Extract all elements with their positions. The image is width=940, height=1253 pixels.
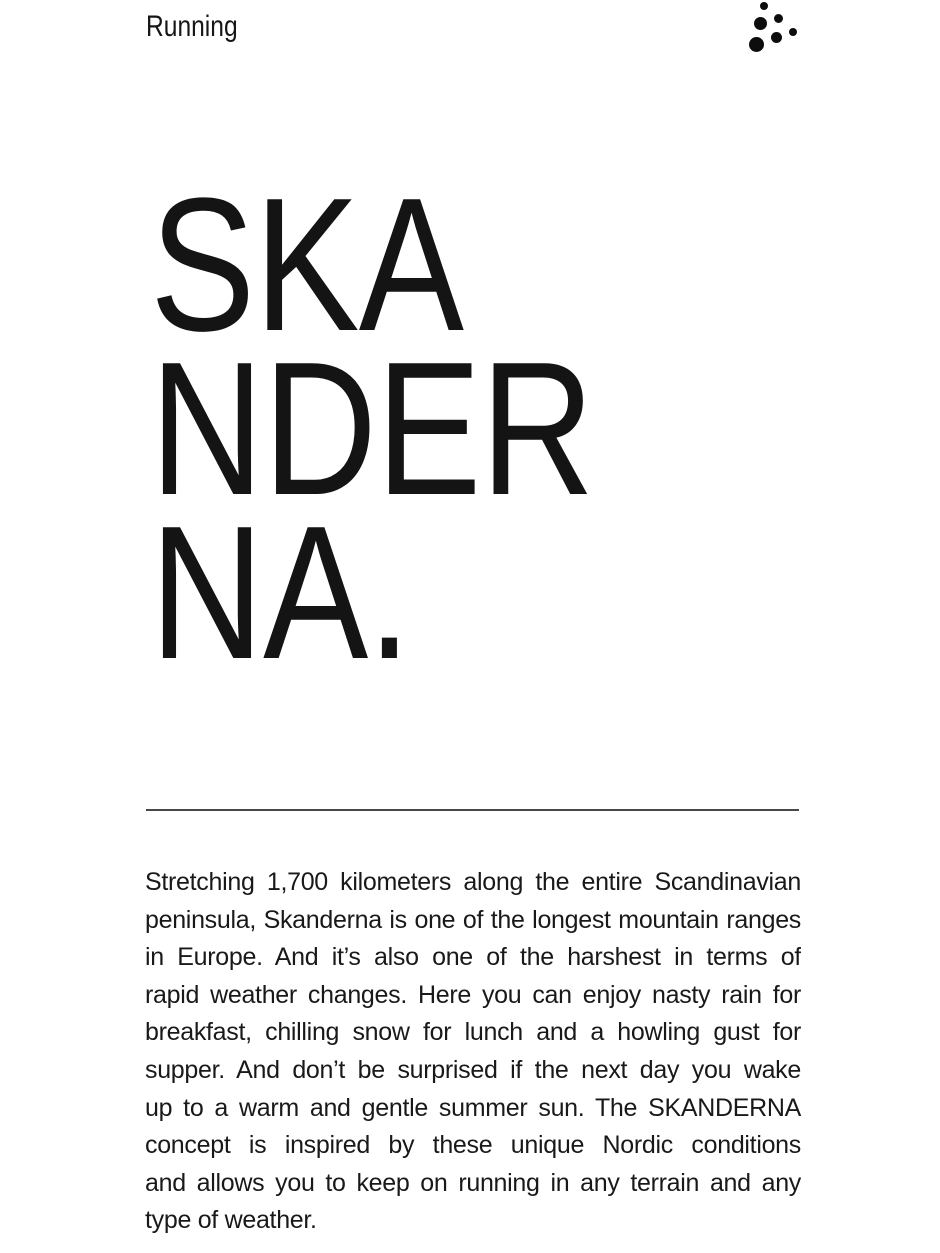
intro-paragraph (145, 864, 801, 1240)
paragraph-line: up to a warm and gentle summer sun. The SKANDERNA (145, 1093, 801, 1122)
paragraph-line: Stretching 1,700 kilometers along the entire Scandinavian (145, 868, 801, 896)
logo-dot (760, 2, 768, 10)
page-title (150, 159, 685, 699)
title-line-1: SKA (150, 159, 464, 371)
logo-dot (789, 28, 797, 36)
paragraph-line: rapid weather changes. Here you can enjoy nasty rain for (145, 980, 801, 1009)
logo-dot (771, 32, 782, 43)
paragraph-line: in Europe. And it’s also one of the harshest in terms of (145, 943, 801, 972)
title-line-3: NA. (150, 487, 411, 699)
logo-dot (749, 37, 764, 52)
title-line-2: NDER (150, 323, 594, 535)
category-label: Running (146, 10, 238, 43)
paragraph-line: supper. And don’t be surprised if the next day you wake (145, 1055, 801, 1084)
section-divider (146, 809, 799, 811)
logo-dot (774, 14, 783, 23)
paragraph-line: concept is inspired by these unique Nordic conditions (145, 1131, 801, 1160)
brand-dots-logo-icon (745, 0, 815, 60)
paragraph-line: peninsula, Skanderna is one of the longest mountain ranges (145, 905, 801, 934)
logo-dot (754, 17, 767, 30)
paragraph-line: breakfast, chilling snow for lunch and a howling gust for (145, 1018, 801, 1047)
paragraph-line: type of weather. (145, 1206, 317, 1235)
paragraph-line: and allows you to keep on running in any terrain and any (145, 1168, 801, 1197)
